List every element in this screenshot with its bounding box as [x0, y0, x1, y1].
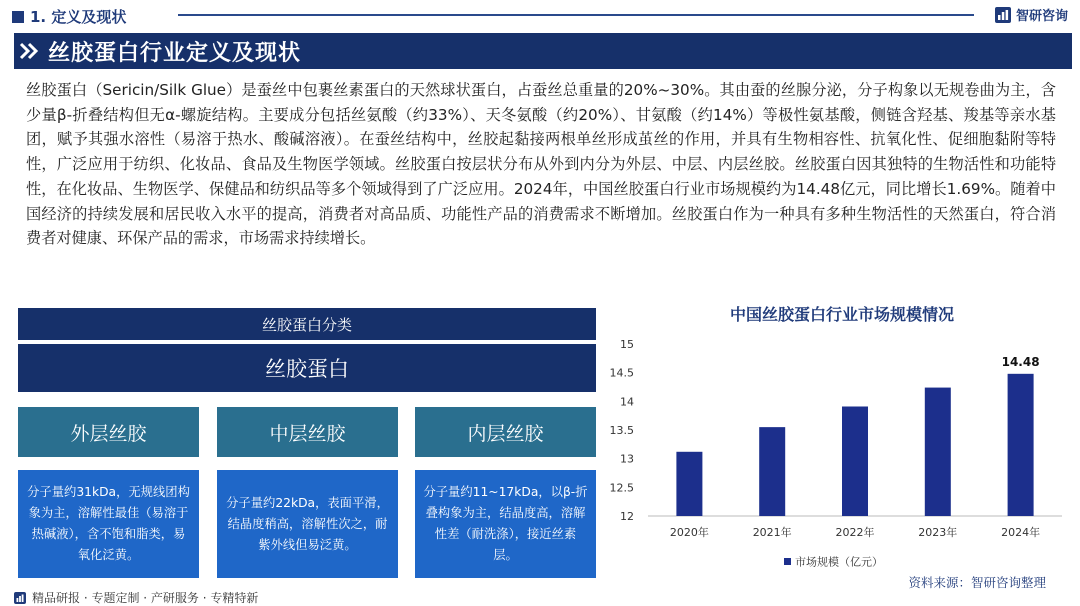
bar — [925, 388, 951, 516]
footer-links — [14, 589, 258, 606]
top-bar — [0, 0, 1080, 30]
footer-brand-icon — [14, 592, 26, 604]
layer-inner: 内层丝胶 — [415, 407, 596, 457]
header-divider — [178, 14, 974, 16]
y-tick-label: 12.5 — [609, 481, 634, 495]
legend-swatch — [784, 558, 791, 565]
data-label: 14.48 — [1001, 354, 1040, 369]
section-label — [12, 6, 126, 27]
chart-title: 中国丝胶蛋白行业市场规模情况 — [729, 305, 954, 324]
y-tick-label: 12 — [620, 510, 634, 523]
legend-label: 市场规模（亿元） — [795, 555, 883, 569]
y-tick-label: 13 — [620, 452, 634, 466]
brand-name: 智研咨询 — [1015, 9, 1068, 24]
market-size-chart — [609, 326, 1072, 576]
layer-middle-desc: 分子量约22kDa，表面平滑，结晶度稍高，溶解性次之，耐紫外线但易泛黄。 — [217, 470, 398, 578]
layer-middle: 中层丝胶 — [217, 407, 398, 457]
footer — [0, 575, 1080, 606]
bar — [759, 427, 785, 516]
y-tick-label: 15 — [620, 338, 634, 351]
x-tick-label: 2024年 — [1001, 526, 1041, 539]
layer-inner-desc: 分子量约11~17kDa，以β-折叠构象为主，结晶度高，溶解性差（耐洗涤），接近丝素层。 — [415, 470, 596, 578]
brand-logo — [994, 5, 1068, 24]
y-tick-label: 14.5 — [609, 366, 634, 380]
page-title: 丝胶蛋白行业定义及现状 — [48, 40, 302, 66]
bar — [1008, 374, 1034, 516]
section-square-icon — [12, 11, 24, 23]
double-chevron-icon — [14, 33, 44, 69]
x-tick-label: 2023年 — [918, 526, 958, 539]
bar — [676, 452, 702, 516]
classification-header: 丝胶蛋白分类 — [18, 308, 596, 340]
section-label-text: 1. 定义及现状 — [30, 8, 127, 26]
brand-icon — [994, 6, 1012, 24]
x-tick-label: 2021年 — [752, 526, 792, 539]
footer-links-text: 精品研报 · 专题定制 · 产研服务 · 专精特新 — [32, 591, 259, 605]
y-tick-label: 13.5 — [609, 424, 634, 437]
bar — [842, 406, 868, 516]
y-tick-label: 14 — [620, 395, 634, 409]
x-tick-label: 2020年 — [669, 526, 709, 539]
intro-paragraph: 丝胶蛋白（Sericin/Silk Glue）是蚕丝中包裹丝素蛋白的天然球状蛋白，占蚕丝总重量的20%~30%。其由蚕的丝腺分泌，分子构象以无规卷曲为主，含少量β-折叠结构但无α-螺旋结构。主要成分包括丝氨酸（约33%）、天冬氨酸（约20%）、甘氨酸（约14%）等极性氨基酸，侧链含羟基、羧基等亲水基团，赋予其强水溶性（易溶于热水、酸碱溶液）。在蚕丝结构中，丝胶起黏接两根单丝形成茧丝的作用，并具有生物相容性、抗氧化性、促细胞黏附等特性，广泛应用于纺织、化妆品、食品及生物医学领域。丝胶蛋白按层状分布从外到内分为外层、中层、内层丝胶。丝胶蛋白因其独特的生物活性和功能特性，在化妆品、生物医学、保健品和纺织品等多个领域得到了广泛应用。2024年，中国丝胶蛋白行业市场规模约为14.48亿元，同比增长1.69%。随着中国经济的持续发展和居民收入水平的提高，消费者对高品质、功能性产品的消费需求不断增加。丝胶蛋白作为一种具有多种生物活性的天然蛋白，符合消费者对健康、环保产品的需求，市场需求持续增长。 — [26, 81, 1056, 248]
title-banner — [14, 33, 1072, 69]
layer-outer-desc: 分子量约31kDa，无规线团构象为主，溶解性最佳（易溶于热碱液），含不饱和脂类，易氧化泛黄。 — [18, 470, 199, 578]
source-note: 资料来源：智研咨询整理 — [908, 575, 1046, 590]
classification-root: 丝胶蛋白 — [18, 344, 596, 392]
x-tick-label: 2022年 — [835, 526, 875, 539]
layer-outer: 外层丝胶 — [18, 407, 199, 457]
